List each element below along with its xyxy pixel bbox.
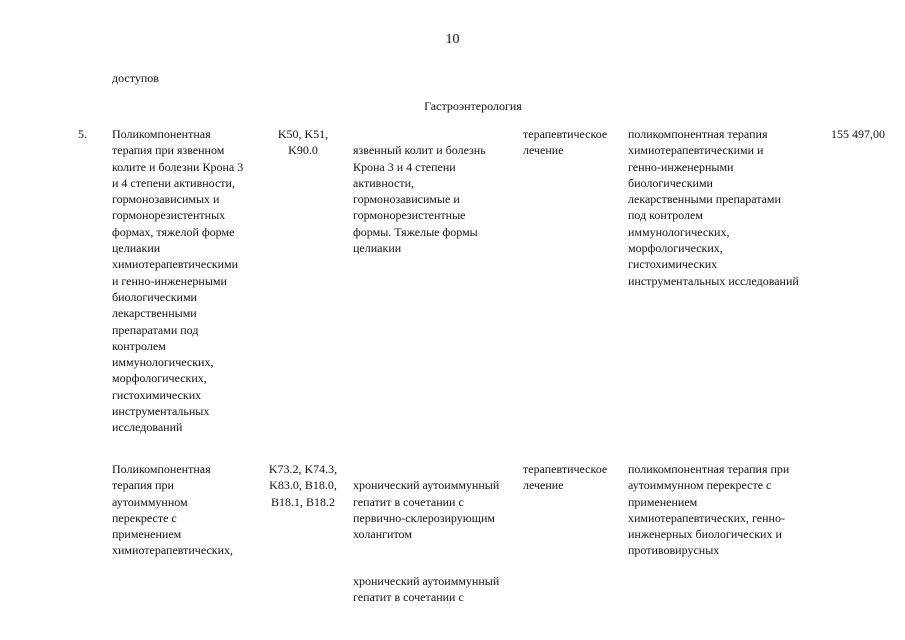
treatment-method: поликомпонентная терапия химиотерапевтическими и генно-инженерными биологическими лекарственными препаратами под контролем иммунологических, морфологических, гистохимических инструментальных исследований: [628, 127, 799, 288]
patient-model-text: хронический аутоиммунный гепатит в сочетании с: [353, 573, 500, 605]
row-number: 5.: [78, 127, 87, 141]
patient-model-text: хронический аутоиммунный гепатит в сочетании с первично-склерозирующим холангитом: [353, 478, 500, 542]
section-title: Гастроэнтерология: [424, 99, 522, 113]
treatment-method: поликомпонентная терапия при аутоиммунном перекресте с применением химиотерапевтических, генно- инженерных биологических и противовирусных: [628, 462, 790, 558]
treatment-type: терапевтическое лечение: [523, 127, 608, 158]
treatment-type: терапевтическое лечение: [523, 462, 608, 493]
patient-model: [353, 461, 518, 622]
icd-codes: K73.2, K74.3, K83.0, B18.0, B18.1, B18.2: [268, 462, 338, 509]
treatment-name: Поликомпонентная терапия при аутоиммунном перекресте с применением химиотерапевтических,: [112, 462, 234, 558]
page-number: 10: [445, 32, 460, 47]
cost-value: 155 497,00: [831, 127, 885, 141]
patient-model: [353, 126, 518, 273]
icd-codes: K50, K51, K90.0: [277, 127, 329, 158]
patient-model-text: язвенный колит и болезнь Крона 3 и 4 степени активности, гормонозависимые и гормонорезистентные формы. Тяжелые формы целиакии: [353, 143, 486, 256]
treatment-name: Поликомпонентная терапия при язвенном колите и болезни Крона 3 и 4 степени активности, гормонозависимых и гормонорезистентных формах, тяжелой форме целиакии химиотерапевтическими и генно-инженерными биологическими лекарственными препаратами под контролем иммунологических, морфологических, гистохимических инструментальных исследований: [112, 127, 244, 435]
carryover-text: доступов: [112, 71, 159, 85]
